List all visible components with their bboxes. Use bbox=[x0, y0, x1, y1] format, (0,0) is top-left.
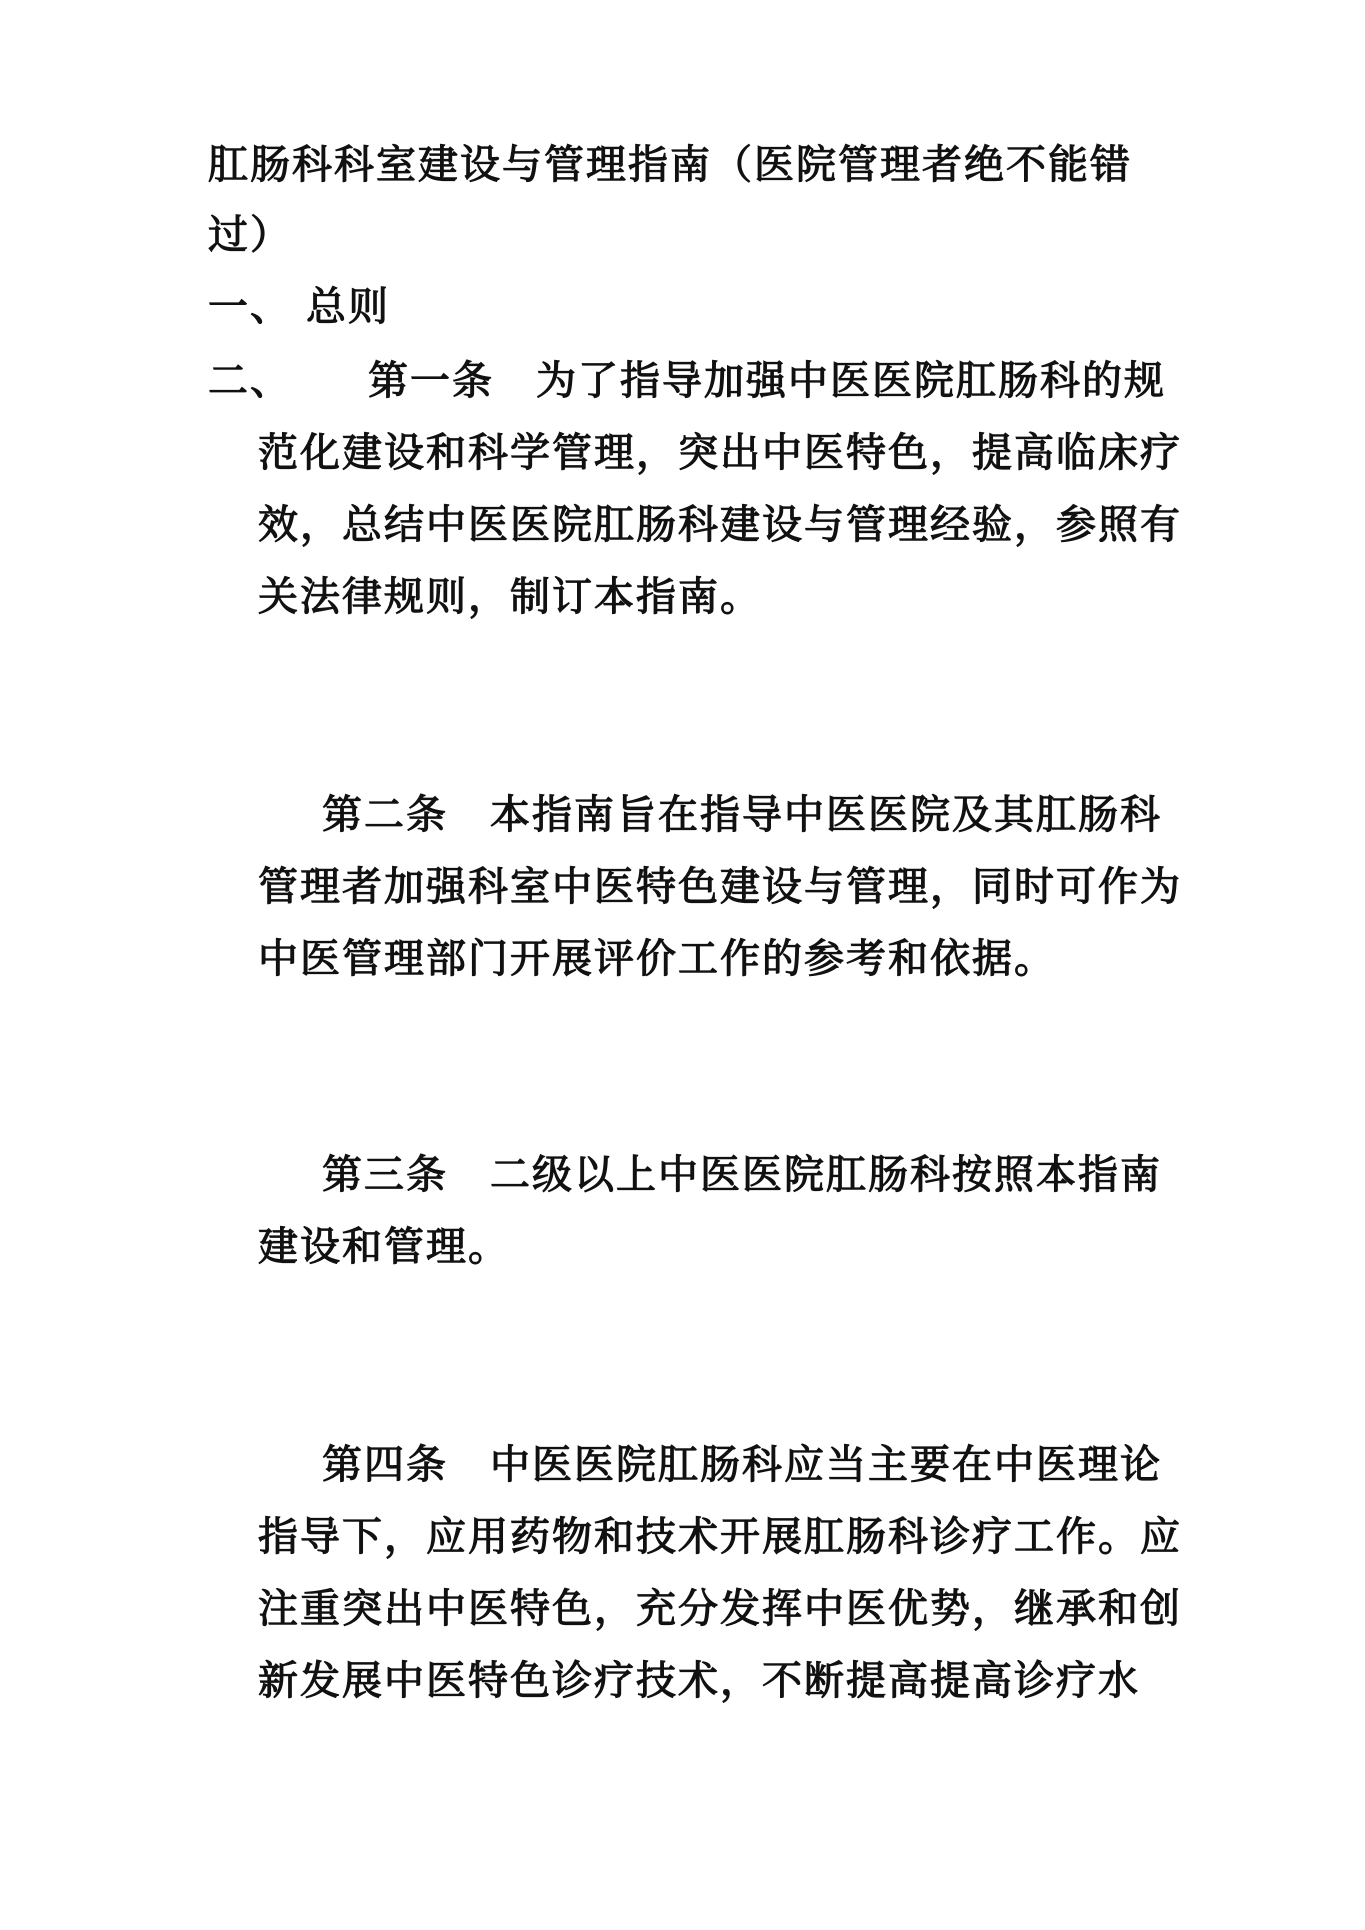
article-one-line-4: 关法律规则，制订本指南。 bbox=[258, 573, 762, 620]
article-four-line-2: 指导下，应用药物和技术开展肛肠科诊疗工作。应 bbox=[258, 1513, 1182, 1560]
article-four-line-3: 注重突出中医特色，充分发挥中医优势，继承和创 bbox=[258, 1585, 1182, 1632]
article-one-line-1: 第一条 为了指导加强中医医院肛肠科的规 bbox=[368, 357, 1166, 404]
section-one-number: 一、 bbox=[208, 283, 292, 330]
article-three-line-2: 建设和管理。 bbox=[258, 1223, 510, 1270]
document-title-line-2: 过） bbox=[208, 211, 292, 258]
article-four-line-4: 新发展中医特色诊疗技术，不断提高提高诊疗水 bbox=[258, 1657, 1140, 1704]
article-two-line-2: 管理者加强科室中医特色建设与管理，同时可作为 bbox=[258, 863, 1182, 910]
article-one-line-2: 范化建设和科学管理，突出中医特色，提高临床疗 bbox=[258, 429, 1182, 476]
section-one-heading: 总则 bbox=[306, 283, 390, 330]
article-four-line-1: 第四条 中医医院肛肠科应当主要在中医理论 bbox=[322, 1441, 1162, 1488]
section-two-number: 二、 bbox=[208, 357, 292, 404]
document-title-line-1: 肛肠科科室建设与管理指南（医院管理者绝不能错 bbox=[208, 141, 1132, 188]
article-two-line-3: 中医管理部门开展评价工作的参考和依据。 bbox=[258, 935, 1056, 982]
article-three-line-1: 第三条 二级以上中医医院肛肠科按照本指南 bbox=[322, 1151, 1162, 1198]
article-one-line-3: 效，总结中医医院肛肠科建设与管理经验，参照有 bbox=[258, 501, 1182, 548]
article-two-line-1: 第二条 本指南旨在指导中医医院及其肛肠科 bbox=[322, 791, 1162, 838]
